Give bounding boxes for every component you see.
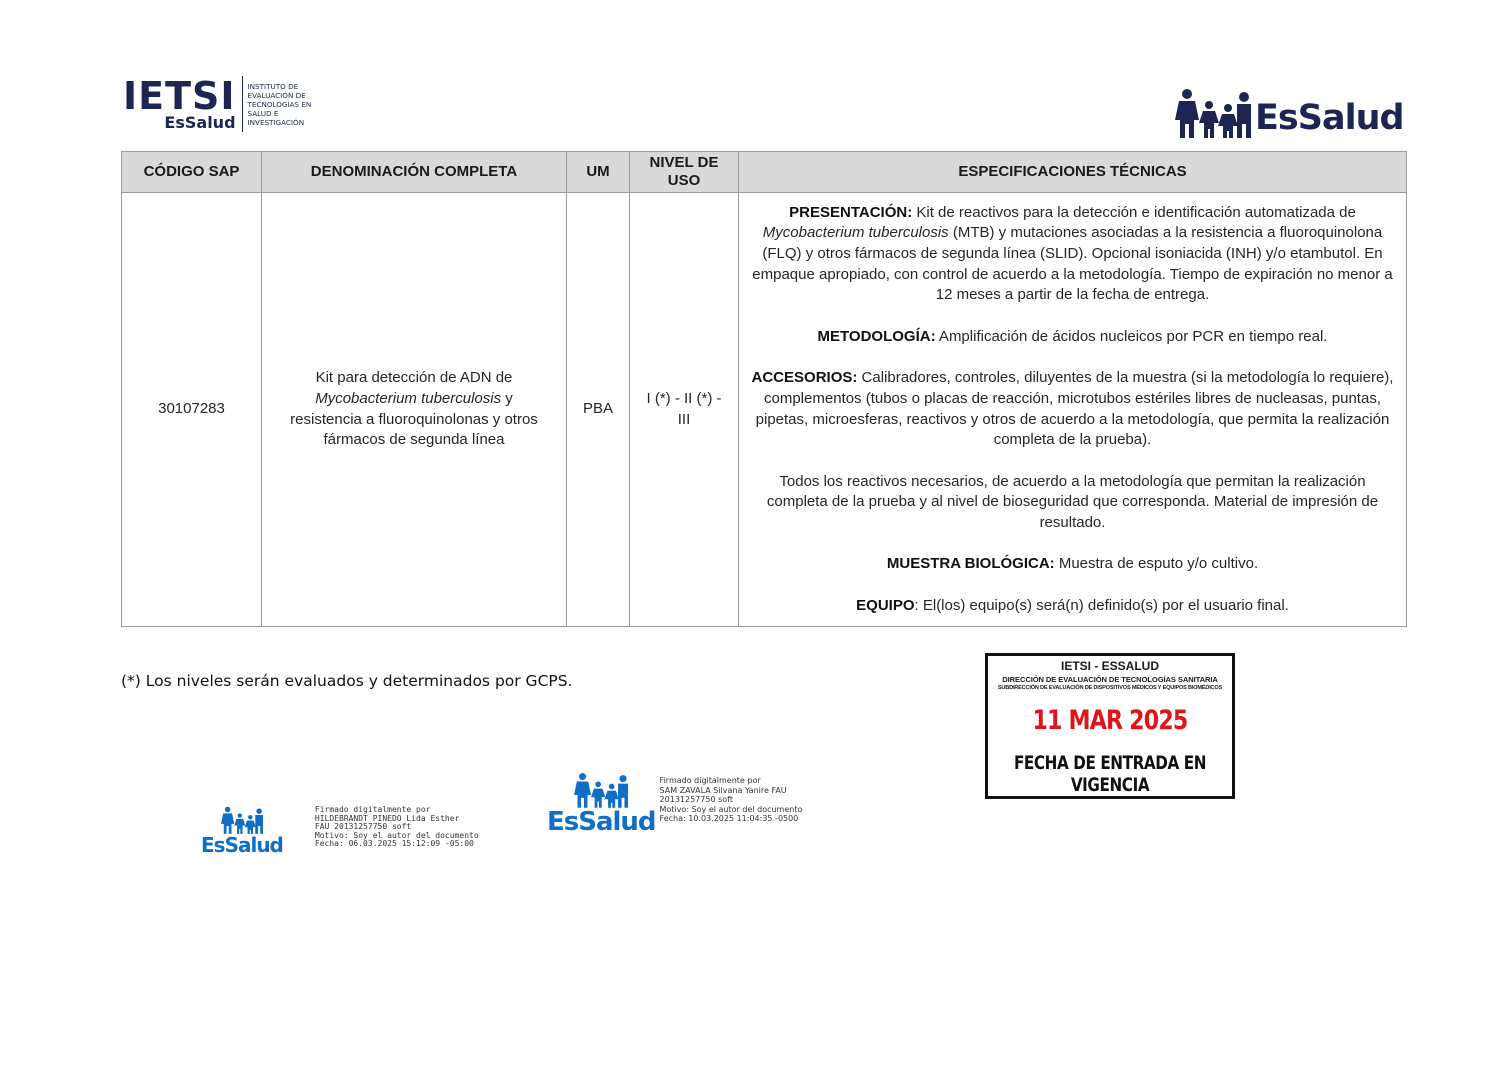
ietsi-line: INVESTIGACIÓN — [247, 117, 305, 127]
cell-nivel-de-uso: I (*) - II (*) - III — [630, 193, 739, 627]
spec-equipo — [747, 596, 1398, 617]
header-denominacion: DENOMINACIÓN COMPLETA — [262, 152, 567, 193]
cell-denominacion — [262, 193, 567, 627]
spec-presentacion-label: PRESENTACIÓN: — [789, 203, 913, 221]
signature-logo-word: EsSalud — [547, 807, 656, 837]
header-codigo-sap: CÓDIGO SAP — [122, 152, 262, 193]
cell-especificaciones — [739, 193, 1407, 627]
spec-accesorios-label: ACCESORIOS: — [751, 369, 858, 387]
header-especificaciones: ESPECIFICACIONES TÉCNICAS — [739, 152, 1407, 193]
essalud-wordmark: EsSalud — [1255, 98, 1404, 138]
ietsi-institute-name — [248, 82, 332, 127]
ietsi-acronym: IETSI — [123, 73, 236, 118]
denominacion-part2: y resistencia a fluoroquinolonas y otros fármacos de segunda línea — [290, 389, 538, 449]
signature-logo — [547, 772, 656, 836]
stamp-institution: IETSI - ESSALUD — [1060, 659, 1159, 673]
ietsi-essalud-sub: EsSalud — [164, 112, 236, 132]
stamp-subdirection: SUBDIRECCIÓN DE EVALUACIÓN DE DISPOSITIVOS MÉDICOS Y EQUIPOS BIOMÉDICOS — [997, 685, 1223, 691]
table-header-row — [122, 152, 1407, 193]
ietsi-line: INSTITUTO DE — [247, 81, 299, 91]
ietsi-line: TECNOLOGÍAS EN — [247, 99, 312, 109]
ietsi-logo — [123, 73, 332, 132]
ietsi-divider — [242, 76, 243, 132]
spec-muestra-label: MUESTRA BIOLÓGICA: — [886, 555, 1055, 573]
spec-accesorios — [747, 368, 1398, 451]
spec-metodologia — [747, 327, 1398, 348]
family-icon — [221, 806, 263, 834]
stamp-caption: FECHA DE ENTRADA EN VIGENCIA — [1013, 752, 1207, 796]
digital-signature-2 — [547, 772, 802, 836]
signature-logo-word: EsSalud — [201, 833, 283, 857]
footnote: (*) Los niveles serán evaluados y determinados por GCPS. — [121, 672, 573, 690]
spec-metodologia-text: Amplificación de ácidos nucleicos por PCR en tiempo real. — [935, 327, 1328, 345]
signature-details: Firmado digitalmente por SAM ZAVALA Silvana Yanire FAU 20131257750 soft Motivo: Soy el autor del documento Fecha: 10.03.2025 11:04:35 -0500 — [659, 776, 803, 824]
spec-presentacion-text-a: Kit de reactivos para la detección e identificación automatizada de — [912, 203, 1356, 221]
spec-muestra-text: Muestra de esputo y/o cultivo. — [1054, 555, 1259, 573]
spec-equipo-text: : El(los) equipo(s) será(n) definido(s) por el usuario final. — [914, 596, 1289, 614]
cell-um: PBA — [567, 193, 630, 627]
essalud-logo — [1175, 88, 1404, 138]
stamp-direction: DIRECCIÓN DE EVALUACIÓN DE TECNOLOGÍAS SANITARIA — [1002, 675, 1218, 684]
header-nivel-de-uso — [630, 152, 739, 193]
spec-presentacion — [747, 203, 1398, 307]
spec-presentacion-text-b: (MTB) y mutaciones asociadas a la resistencia a fluoroquinolona (FLQ) y otros fármacos de segunda línea (SLID). Opcional isoniacida (INH) y/o etambutol. En empaque apropiado, con control de acuerdo a la metodología. Tiempo de expiración no menor a 12 meses a partir de la fecha de entrega. — [752, 224, 1393, 304]
header-nivel-line1: NIVEL DE — [649, 154, 719, 171]
denominacion-part1: Kit para detección de ADN de — [315, 369, 513, 387]
signature-logo — [201, 806, 283, 856]
spec-presentacion-organism: Mycobacterium tuberculosis — [762, 224, 949, 242]
spec-equipo-label: EQUIPO — [856, 596, 915, 614]
family-icon — [574, 772, 628, 808]
ietsi-line: SALUD E — [247, 108, 279, 118]
table-row — [122, 193, 1407, 627]
header-um: UM — [567, 152, 630, 193]
cell-codigo: 30107283 — [122, 193, 262, 627]
denominacion-organism: Mycobacterium tuberculosis — [315, 389, 502, 407]
spec-muestra — [747, 554, 1398, 575]
signature-details: Firmado digitalmente por HILDEBRANDT PINEDO Lida Esther FAU 20131257750 soft Motivo: Soy el autor del documento Fecha: 06.03.2025 15:12:09 -05:00 — [314, 805, 479, 849]
family-icon — [1175, 88, 1251, 138]
validity-stamp — [985, 653, 1235, 799]
header-nivel-line2: USO — [667, 172, 701, 189]
spec-reactivos: Todos los reactivos necesarios, de acuerdo a la metodología que permitan la realización completa de la prueba y al nivel de bioseguridad que corresponda. Material de impresión de resultado. — [766, 472, 1379, 531]
ietsi-mark — [123, 73, 236, 132]
stamp-date: 11 MAR 2025 — [1032, 705, 1188, 736]
specification-table — [121, 151, 1407, 627]
spec-metodologia-label: METODOLOGÍA: — [817, 327, 936, 345]
spec-accesorios-text: Calibradores, controles, diluyentes de la muestra (si la metodología lo requiere), complementos (tubos o placas de reacción, microtubos estériles libres de nucleasas, puntas, pipetas, microesferas, reactivos y otros de acuerdo a la metodología, que permita la realización completa de la prueba). — [755, 369, 1394, 449]
ietsi-line: EVALUACIÓN DE — [247, 90, 306, 100]
digital-signature-1 — [201, 806, 479, 856]
